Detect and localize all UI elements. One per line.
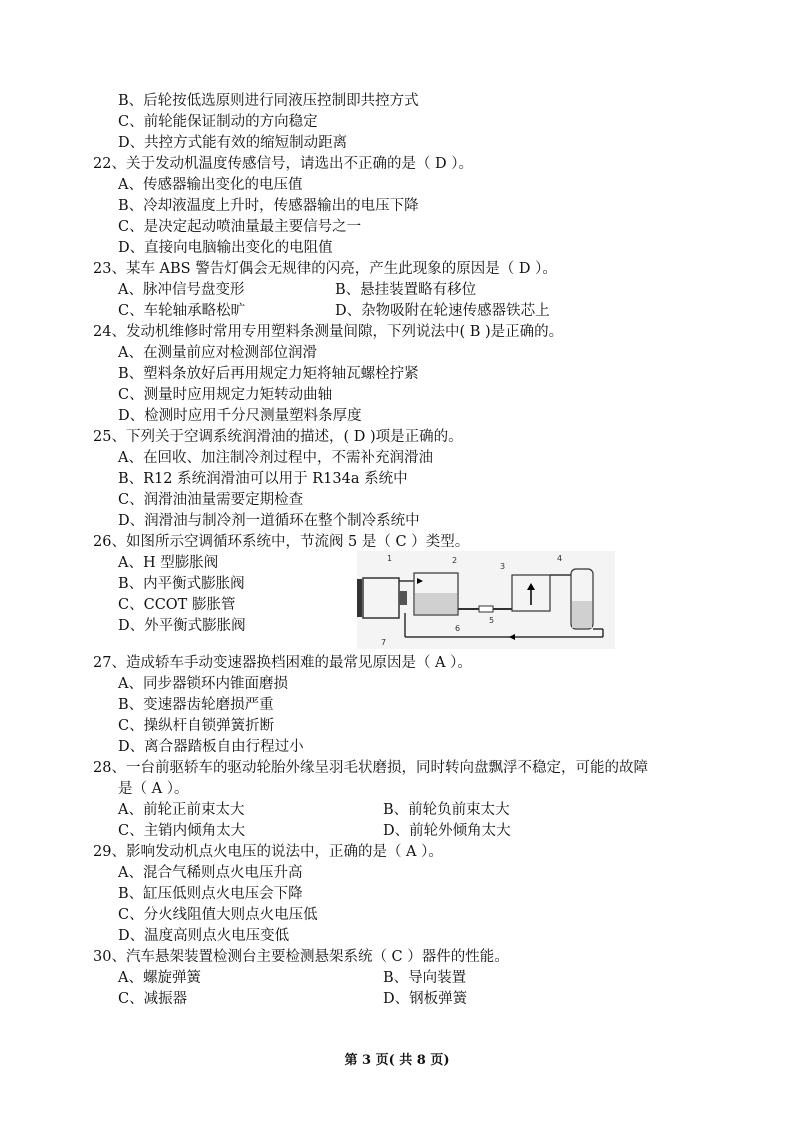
q30-option-a: A、螺旋弹簧 [118,970,201,986]
q22-option-b: B、冷却液温度上升时，传感器输出的电压下降 [118,198,419,214]
q27-option-c: C、操纵杆自锁弹簧折断 [118,718,275,734]
q22-stem: 22、关于发动机温度传感信号，请选出不正确的是（ D ）。 [93,156,474,172]
q23-option-a: A、脉冲信号盘变形 [118,282,245,298]
q23-option-b: B、悬挂装置略有移位 [335,282,477,298]
q24-option-b: B、塑料条放好后再用规定力矩将轴瓦螺栓拧紧 [118,366,419,382]
q28-option-b: B、前轮负前束太大 [383,802,510,818]
q30-option-d: D、钢板弹簧 [383,991,468,1007]
q25-option-d: D、润滑油与制冷剂一道循环在整个制冷系统中 [118,513,420,529]
q26-option-c: C、CCOT 膨胀管 [118,597,236,613]
q24-option-a: A、在测量前应对检测部位润滑 [118,345,317,361]
q28-stem-cont: 是（ A ）。 [118,781,189,797]
q26-option-d: D、外平衡式膨胀阀 [118,618,246,634]
q30-option-c: C、减振器 [118,991,188,1007]
ac-circuit-diagram [357,551,615,649]
figure-label-3: 3 [500,562,506,571]
q29-stem: 29、影响发动机点火电压的说法中，正确的是（ A ）。 [93,844,443,860]
q28-stem: 28、一台前驱轿车的驱动轮胎外缘呈羽毛状磨损，同时转向盘飘浮不稳定，可能的故障 [93,760,648,776]
q29-option-a: A、混合气稀则点火电压升高 [118,865,303,881]
q28-option-c: C、主销内倾角太大 [118,823,246,839]
throttle-valve-5 [479,606,493,612]
q21-option-c: C、前轮能保证制动的方向稳定 [118,114,318,130]
q25-option-c: C、润滑油油量需要定期检查 [118,492,304,508]
q24-stem: 24、发动机维修时常用专用塑料条测量间隙，下列说法中( B )是正确的。 [93,324,564,340]
q22-option-d: D、直接向电脑输出变化的电阻值 [118,240,333,256]
q27-stem: 27、造成轿车手动变速器换档困难的最常见原因是（ A ）。 [93,655,472,671]
q28-option-d: D、前轮外倾角太大 [383,823,511,839]
q27-option-a: A、同步器锁环内锥面磨损 [118,676,288,692]
page-footer: 第 3 页( 共 8 页) [344,1053,450,1068]
figure-label-4: 4 [557,554,563,563]
q25-option-a: A、在回收、加注制冷剂过程中，不需补充润滑油 [118,450,433,466]
q24-option-c: C、测量时应用规定力矩转动曲轴 [118,387,333,403]
figure-label-2: 2 [452,556,458,565]
q26-stem: 26、如图所示空调循环系统中，节流阀 5 是（ C ）类型。 [93,534,470,550]
figure-label-7: 7 [381,638,387,647]
figure-label-5: 5 [489,616,495,625]
figure-label-1: 1 [387,554,393,563]
compressor-flange [357,579,362,617]
q22-option-a: A、传感器输出变化的电压值 [118,177,303,193]
q27-option-d: D、离合器踏板自由行程过小 [118,739,304,755]
q25-stem: 25、下列关于空调系统润滑油的描述，( D )项是正确的。 [93,429,463,445]
q29-option-d: D、温度高则点火电压变低 [118,928,290,944]
q26-option-a: A、H 型膨胀阀 [118,555,219,571]
q22-option-c: C、是决定起动喷油量最主要信号之一 [118,219,362,235]
q21-option-b: B、后轮按低选原则进行同液压控制即共控方式 [118,93,419,109]
q25-option-b: B、R12 系统润滑油可以用于 R134a 系统中 [118,471,408,487]
ac-circuit-figure [357,551,615,649]
q29-option-b: B、缸压低则点火电压会下降 [118,886,303,902]
q24-option-d: D、检测时应用千分尺测量塑料条厚度 [118,408,362,424]
q27-option-b: B、变速器齿轮磨损严重 [118,697,274,713]
q23-stem: 23、某车 ABS 警告灯偶会无规律的闪亮，产生此现象的原因是（ D ）。 [93,261,557,277]
figure-label-6: 6 [455,624,461,633]
q29-option-c: C、分火线阻值大则点火电压低 [118,907,318,923]
q28-option-a: A、前轮正前束太大 [118,802,245,818]
q30-option-b: B、导向装置 [383,970,467,986]
q23-option-c: C、车轮轴承略松旷 [118,303,246,319]
q26-option-b: B、内平衡式膨胀阀 [118,576,245,592]
q30-stem: 30、汽车悬架装置检测台主要检测悬架系统（ C ）器件的性能。 [93,949,509,965]
q23-option-d: D、杂物吸附在轮速传感器铁芯上 [335,303,550,319]
q21-option-d: D、共控方式能有效的缩短制动距离 [118,135,348,151]
